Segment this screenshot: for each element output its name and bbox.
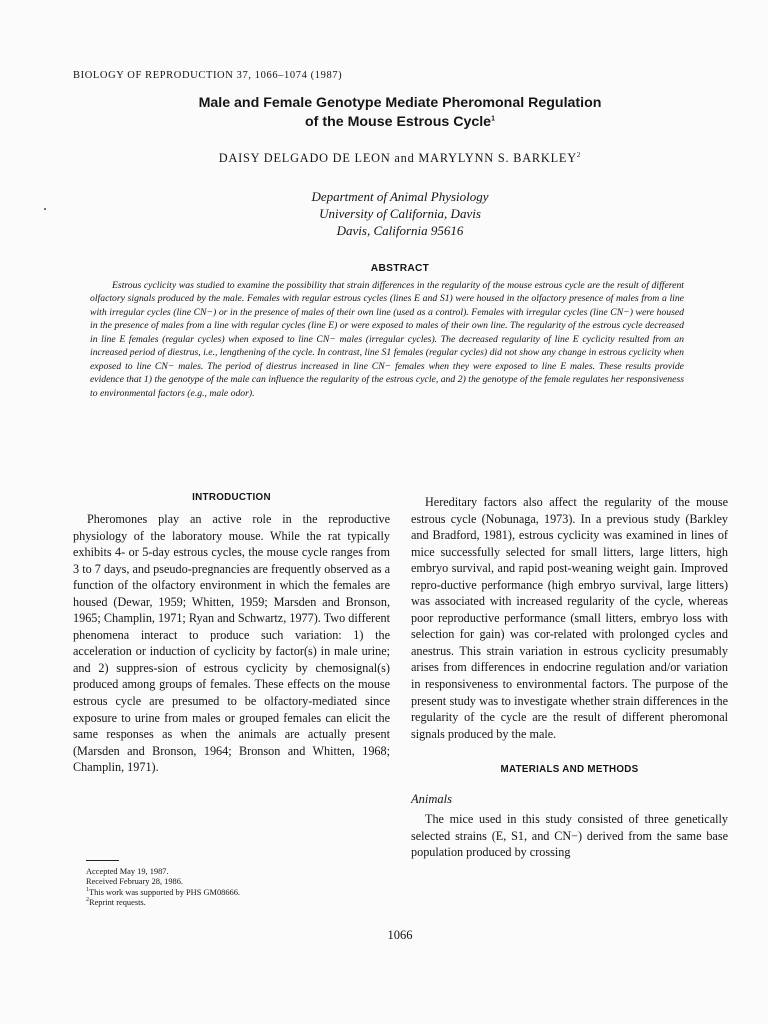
abstract-text: Estrous cyclicity was studied to examine the possibility that strain differences in the regularity of the mouse estrous cycle are the result of different olfactory signals produced by the male. Females with regular estrous cycles (lines E and S1) were housed in the olfactory presence of males from a line with irregular cycles (line CN−) or in the presence of males of their own line (used as a control). Females with irregular cycles (line CN−) were housed in the presence of males from a line with regular cycles (line E) or were exposed to males of their own line. The regularity of the estrous cycle decreased in line E females (regular cycles) when exposed to line CN− males (irregular cycles). The decreased regularity of line E cyclicity resulted from an increased period of diestrus, i.e., lengthening of the cycle. In contrast, line S1 females (regular cycles) did not show any change in estrous cyclicity when exposed to line CN− males. The period of diestrus increased in line CN− females when they were exposed to line E males. These results provide evidence that 1) the genotype of the male can influence the regularity of the estrous cycle, and 2) the genotype of the female regulates her responsiveness to environmental factors (e.g., male odor). bbox=[90, 280, 684, 399]
footnotes bbox=[86, 867, 386, 908]
footnote-accepted: Accepted May 19, 1987. bbox=[86, 867, 169, 876]
footnote-divider bbox=[86, 860, 119, 861]
page-number: 1066 bbox=[387, 928, 413, 942]
animals-subheading: Animals bbox=[411, 792, 452, 807]
article-title bbox=[130, 94, 670, 132]
affiliation-city: Davis, California 95616 bbox=[336, 223, 464, 238]
title-footnote-mark: 1 bbox=[491, 115, 495, 123]
footnote-2-mark: 2 bbox=[86, 897, 89, 904]
affiliation-block bbox=[200, 188, 600, 239]
abstract-heading: ABSTRACT bbox=[370, 263, 430, 274]
affiliation-department: Department of Animal Physiology bbox=[311, 189, 489, 204]
introduction-paragraph-1: Pheromones play an active role in the reproductive physiology of the laboratory mouse. While the rat typically exhibits 4- or 5-day estrous cycles, the mouse cycle ranges from 3 to 7 days, and pseudo-pregnancies are frequently observed as a function of the olfactory environment in which the females are housed (Dewar, 1959; Whitten, 1959; Marsden and Bronson, 1965; Champlin, 1971; Ryan and Schwartz, 1977). Two different phenomena interact to produce such variation: 1) the acceleration or induction of cyclicity by factor(s) in male urine; and 2) suppres-sion of estrous cyclicity by chemosignal(s) produced among groups of females. These effects on the mouse estrous cycle are presumed to be olfactory-mediated since exposure to urine from males or grouped females can elicit the same responses as when the animals are actually present (Marsden and Bronson, 1964; Bronson and Whitten, 1968; Champlin, 1971). bbox=[73, 512, 390, 775]
authors-footnote-mark: 2 bbox=[576, 150, 582, 159]
introduction-heading: INTRODUCTION bbox=[192, 492, 271, 503]
right-column bbox=[411, 494, 728, 861]
footnote-2-text: Reprint requests. bbox=[89, 897, 146, 907]
title-line-2 bbox=[130, 113, 670, 132]
footnote-2 bbox=[86, 898, 386, 908]
title-line-1: Male and Female Genotype Mediate Pheromonal Regulation bbox=[198, 95, 602, 111]
methods-heading: MATERIALS AND METHODS bbox=[500, 764, 639, 776]
methods-paragraph-1: The mice used in this study consisted of three genetically selected strains (E, S1, and CN−) derived from the same base population produced by crossing bbox=[411, 812, 728, 860]
footnote-1 bbox=[86, 888, 386, 898]
authors-text: DAISY DELGADO DE LEON and MARYLYNN S. BARKLEY bbox=[218, 151, 577, 165]
introduction-paragraph-2: Hereditary factors also affect the regularity of the mouse estrous cycle (Nobunaga, 1973). In a previous study (Barkley and Bradford, 1981), estrous cyclicity was examined in lines of mice successfully selected for small litters, large litters, high embryo survival, and rapid post-weaning weight gain. Improved repro-ductive performance (high embryo survival, large litters) was associated with increased regularity of the cycle, whereas poor reproductive performance (small litters, embryo loss with selection for gain) was cor-related with prolonged cycles and anestrus. This strain variation in estrous cyclicity presumably arises from differences in endocrine regulation and/or variation in responsiveness to environmental factors. The purpose of the present study was to investigate whether strain differences in the regularity of the cycle are the result of different pheromonal signals produced by the male. bbox=[411, 495, 728, 741]
footnote-received: Received February 28, 1986. bbox=[86, 877, 183, 887]
left-column bbox=[73, 492, 390, 776]
journal-citation: BIOLOGY OF REPRODUCTION 37, 1066–1074 (1987) bbox=[73, 70, 343, 81]
title-line-2-text: of the Mouse Estrous Cycle bbox=[305, 114, 492, 130]
affiliation-university: University of California, Davis bbox=[319, 206, 481, 221]
author-line bbox=[130, 151, 670, 166]
footnote-1-mark: 1 bbox=[86, 886, 89, 893]
scan-artifact-dot bbox=[44, 208, 46, 210]
footnote-1-text: This work was supported by PHS GM08666. bbox=[89, 887, 240, 897]
